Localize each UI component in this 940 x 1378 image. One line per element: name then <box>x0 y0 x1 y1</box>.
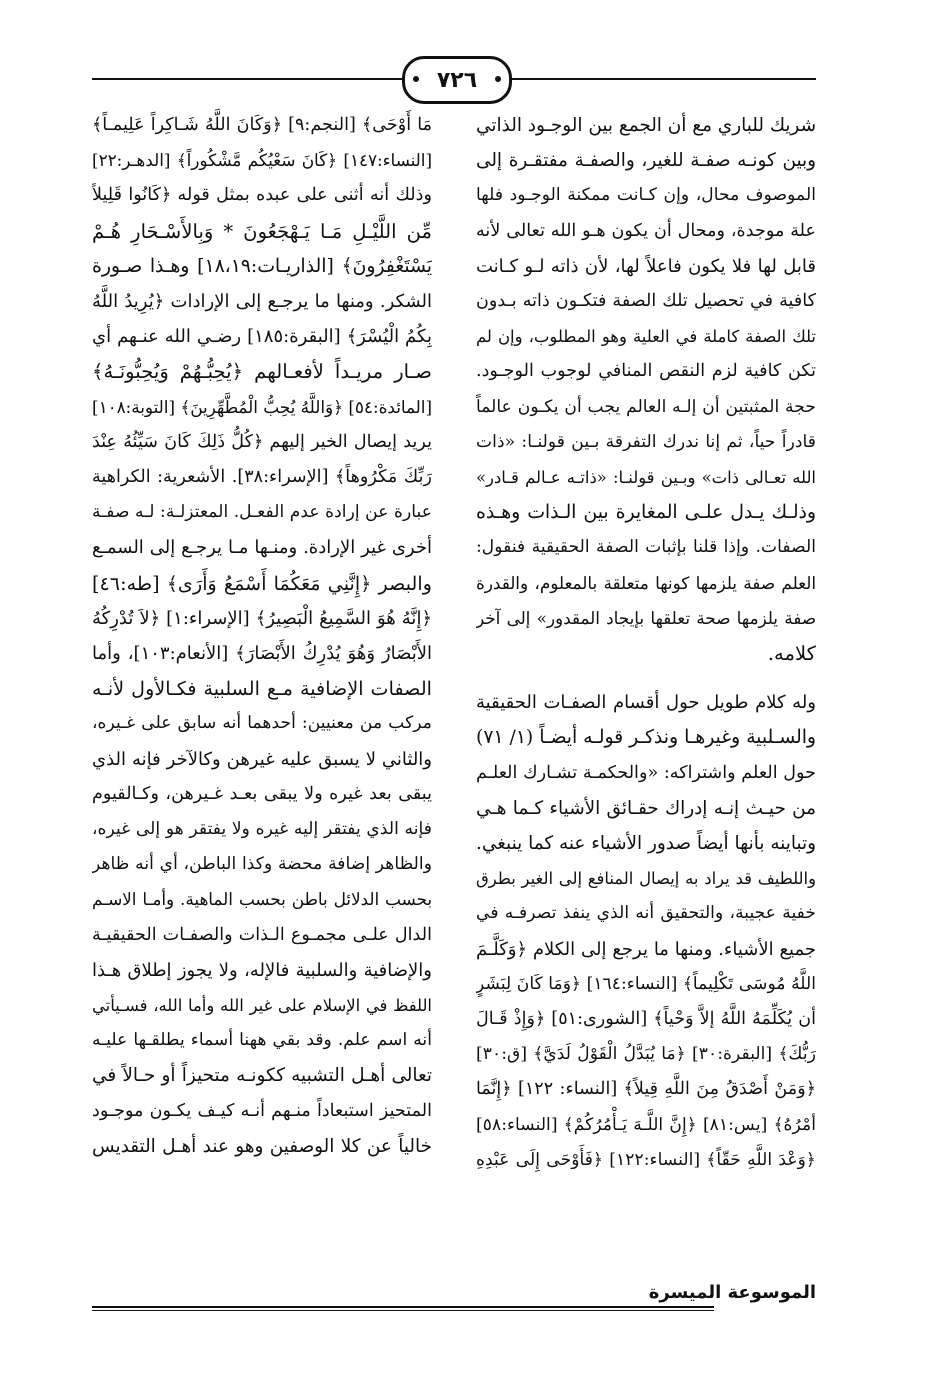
text-line: رَبُّكَ﴾ [البقرة:٣٠] ﴿مَا يُبَدَّلُ الْقَوْلُ لَدَيَّ﴾ [ق:٣٠] <box>476 1044 816 1065</box>
text-line: وذلك أنه أثنى على عبده بمثل قوله ﴿كَانُوا قَلِيلاً <box>92 185 432 206</box>
text-line: علة موجدة، ومحال أن يكون هـو الله تعالى لأنه <box>476 220 816 241</box>
text-line: وذلـك يـدل علـى المغايرة بين الـذات وهـذه <box>476 502 816 524</box>
paragraph <box>92 108 432 1164</box>
text-line: شريك للباري مع أن الجمع بين الوجـود الذاتي <box>476 115 816 136</box>
text-line: والسـلبية وغيرهـا ونذكـر قولـه أيضـاً (١/ ٧١) <box>476 727 816 749</box>
text-line: اللفظ في الإسلام على غير الله وأما الله، فسـيأتي <box>92 996 432 1016</box>
left-column <box>92 108 432 1272</box>
text-line: الصفات الإضافية مـع السلبية فكـالأول لأنـه <box>92 677 432 701</box>
text-line: تكن كافية لزم النقص المنافي لوجوب الوجـود. <box>476 361 816 382</box>
page-number: ٧٢٦ <box>436 67 478 93</box>
ornament-dot-icon <box>413 76 419 82</box>
text-line: وله كلام طويل حول أقسام الصفـات الحقيقية <box>476 692 816 714</box>
right-column <box>476 108 816 1272</box>
text-line: واللطيف قد يراد به إيصال المنافع إلى الغير بطرق <box>476 869 816 889</box>
text-line: المتحيز استبعاداً منـهم أنـه كيـف يكـون موجـود <box>92 1100 432 1121</box>
text-line: حجة المثبتين أن إلـه العالم يجب أن يكـون عالماً <box>476 396 816 417</box>
text-line: اللَّهُ مُوسَى تَكْلِيماً﴾ [النساء:١٦٤] ﴿وَمَا كَانَ لِبَشَرٍ <box>476 973 816 994</box>
text-line: بحسب الدلائل باطن بحسب الماهية. وأمـا الاسـم <box>92 889 432 910</box>
text-line: والإضافية والسلبية فالإله، ولا يجوز إطلاق هـذا <box>92 959 432 981</box>
footer-rule-thin <box>92 1310 714 1311</box>
text-line: كلامه. <box>767 642 816 666</box>
text-line: تلك الصفة كاملة في العلية وهو المطلوب، وإن لم <box>476 327 816 347</box>
text-line: ﴿وَمَنْ أَصْدَقُ مِنَ اللَّهِ قِيلاً﴾ [النساء: ١٢٢] ﴿إِنَّمَا <box>476 1079 816 1100</box>
text-line: [النساء:١٤٧] ﴿كَانَ سَعْيُكُم مَّشْكُوراً﴾ [الدهـر:٢٢] <box>92 150 432 171</box>
text-line: صـار مريـداً لأفعـالهم ﴿يُحِبُّـهُمْ وَيُحِبُّونَـهُ﴾ <box>92 360 432 384</box>
text-line: تعالى أهـل التشبيه ككونـه متحيزاً أو حـالاً في <box>92 1065 432 1087</box>
text-line: أنه اسم علم. وقد بقي ههنا أسماء يطلقـها عليـه <box>92 1030 432 1051</box>
text-line: مِّن اللَّيْـلِ مَـا يَـهْجَعُونَ * وَبِالأَسْـحَارِ هُـمْ <box>92 219 432 243</box>
text-line: العلم صفة يلزمها كونها متعلقة بالمعلوم، والقدرة <box>476 572 816 593</box>
text-line: الموصوف محال، وإن كـانت ممكنة الوجـود فلها <box>476 185 816 206</box>
text-line: يبقى بعد غيره ولا يبقى بعـد غـيرهن، وكـالقيوم <box>92 783 432 804</box>
text-line: كافية في تحصيل تلك الصفة فتكـون ذاته بـدون <box>476 291 816 312</box>
text-line: عبارة عن إرادة عدم الفعـل. المعتزلـة: لـه صفـة <box>92 502 432 523</box>
text-line: بِكُمُ الْيُسْرَ﴾ [البقرة:١٨٥] رضـي الله عنـهم أي <box>92 326 432 348</box>
text-line: أخرى غير الإرادة. ومنـها مـا يرجـع إلى السمـع <box>92 537 432 559</box>
text-line: [المائدة:٥٤] ﴿وَاللَّهُ يُحِبُّ الْمُطَّهِّرِينَ﴾ [التوبة:١٠٨] <box>92 396 432 417</box>
text-line: ﴿وَعْدَ اللَّهِ حَقّاً﴾ [النساء:١٢٢] ﴿فَأَوْحَى إِلَى عَبْدِهِ <box>476 1149 816 1170</box>
text-line: مركب من معنيين: أحدهما أنه سابق على غـيره، <box>92 713 432 734</box>
text-line: صفة يلزمها صحة تعلقها بإيجاد المقدور» إلى آخر <box>476 607 816 628</box>
text-line: ﴿إِنَّهُ هُوَ السَّمِيعُ الْبَصِيرُ﴾ [الإسراء:١] ﴿لاَ تُدْرِكُهُ <box>92 607 432 629</box>
text-line: والبصر ﴿إِنَّنِي مَعَكُمَا أَسْمَعُ وَأَرَى﴾ [طه:٤٦] <box>92 571 432 595</box>
text-line: الله تعـالى ذات» وبـين قولنـا: «ذاتـه عـالم قـادر» <box>476 468 816 488</box>
paragraph <box>476 108 816 671</box>
text-line: يريد إيصال الخير إليهم ﴿كُلُّ ذَلِكَ كَانَ سَيِّئُهُ عِنْدَ <box>92 431 432 452</box>
text-line: رَبِّكَ مَكْرُوهاً﴾ [الإسراء:٣٨]. الأشعرية: الكراهية <box>92 467 432 488</box>
text-line: والثاني لا يسبق عليه غيرهن وكالآخر فإنه الذي <box>92 748 432 770</box>
page-footer <box>92 1276 816 1316</box>
text-line: وتباينه بأنها أيضاً صدور الأشياء عنه كما ينبغي. <box>476 833 816 855</box>
ornament-dot-icon <box>495 76 501 82</box>
text-line: وبين كونـه صفـة للغير، والصفـة مفتقـرة إلى <box>476 150 816 172</box>
book-title: الموسوعة الميسرة <box>648 1282 816 1303</box>
text-line: أن يُكَلِّمَهُ اللَّهُ إلاَّ وَحْياً﴾ [الشورى:٥١] ﴿وَإِذْ قَـالَ <box>476 1009 816 1030</box>
text-line: جميع الأشياء. ومنها ما يرجع إلى الكلام ﴿وَكَلَّـمَ <box>476 938 816 960</box>
text-line: خالياً عن كلا الوصفين وهو عند أهـل التقديس <box>92 1135 432 1157</box>
page-number-frame <box>402 56 512 104</box>
page-header <box>0 48 940 100</box>
text-line: والظاهر إضافة محضة وكذا الباطن، أي أنه ظاهر <box>92 854 432 875</box>
text-line: الأَبْصَارُ وَهُوَ يُدْرِكُ الأَبْصَارَ﴾ [الأنعام:١٠٣]، وأما <box>92 643 432 665</box>
text-line: قادراً حياً، ثم إنا ندرك التفرقة بـين قولنـا: «ذات <box>476 431 816 452</box>
footer-rule <box>92 1306 714 1308</box>
text-line: الصفات. وإذا قلنا بإثبات الصفة الحقيقية فنقول: <box>476 537 816 558</box>
text-line: قابل لها فلا يكون فاعلاً لها، لأن ذاته لـو كـانت <box>476 255 816 277</box>
text-line: حول العلم واشتراكه: «والحكمـة تشـارك العلـم <box>476 762 816 783</box>
text-line: الدال علـى مجمـوع الـذات والصفـات الحقيقيـة <box>92 924 432 945</box>
text-line: أمْرُهُ﴾ [يس:٨١] ﴿إِنَّ اللَّـهَ يَـأْمُرُكُمْ﴾ [النساء:٥٨] <box>476 1114 816 1135</box>
text-line: من حيـث إنـه إدراك حقـائق الأشياء كـما هـي <box>476 797 816 819</box>
text-line: مَا أَوْحَى﴾ [النجم:٩] ﴿وَكَانَ اللَّهُ شَـاكِراً عَلِيمـاً﴾ <box>92 115 432 135</box>
text-line: يَسْتَغْفِرُونَ﴾ [الذاريـات:١٨،١٩] وهـذا صـورة <box>92 255 432 277</box>
text-line: فإنه الذي يفتقر إليه غيره ولا يفتقر هو إلى غيره، <box>92 819 432 840</box>
text-line: خفية عجيبة، والتحقيق أنه الذي ينفذ تصرفـه في <box>476 903 816 924</box>
text-line: الشكر. ومنها ما يرجـع إلى الإرادات ﴿يُرِيدُ اللَّهُ <box>92 291 432 313</box>
paragraph <box>476 685 816 1178</box>
text-columns <box>92 108 816 1272</box>
